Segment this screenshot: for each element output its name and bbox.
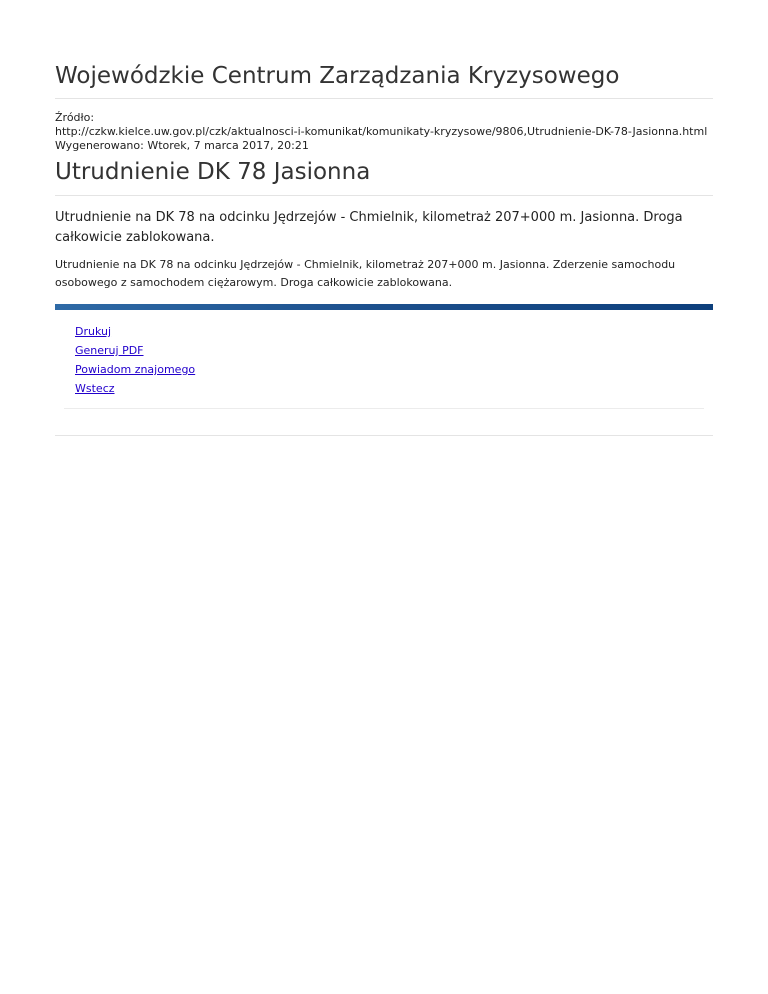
meta-info — [55, 111, 713, 153]
footer-divider — [55, 435, 713, 436]
source-label: Źródło: — [55, 111, 95, 124]
generated-date: Wygenerowano: Wtorek, 7 marca 2017, 20:21 — [55, 139, 309, 152]
action-links — [64, 322, 704, 409]
notify-friend-link[interactable]: Powiadom znajomego — [75, 363, 196, 376]
accent-bar — [55, 304, 713, 310]
article-body: Utrudnienie na DK 78 na odcinku Jędrzejów - Chmielnik, kilometraż 207+000 m. Jasionna. Zderzenie samochodu osobowego z samochodem ciężarowym. Droga całkowicie zablokowana. — [55, 258, 676, 289]
article-lead: Utrudnienie na DK 78 na odcinku Jędrzejów - Chmielnik, kilometraż 207+000 m. Jasionna. Droga całkowicie zablokowana. — [55, 210, 683, 245]
page — [55, 0, 713, 436]
article-title: Utrudnienie DK 78 Jasionna — [55, 159, 371, 185]
source-url: http://czkw.kielce.uw.gov.pl/czk/aktualnosci-i-komunikat/komunikaty-kryzysowe/9806,Utrudnienie-DK-78-Jasionna.html — [55, 125, 708, 138]
site-title: Wojewódzkie Centrum Zarządzania Kryzysowego — [55, 63, 620, 89]
print-link[interactable]: Drukuj — [75, 325, 112, 338]
divider — [55, 98, 713, 99]
back-link[interactable]: Wstecz — [75, 382, 115, 395]
divider — [55, 195, 713, 196]
generate-pdf-link[interactable]: Generuj PDF — [75, 344, 144, 357]
